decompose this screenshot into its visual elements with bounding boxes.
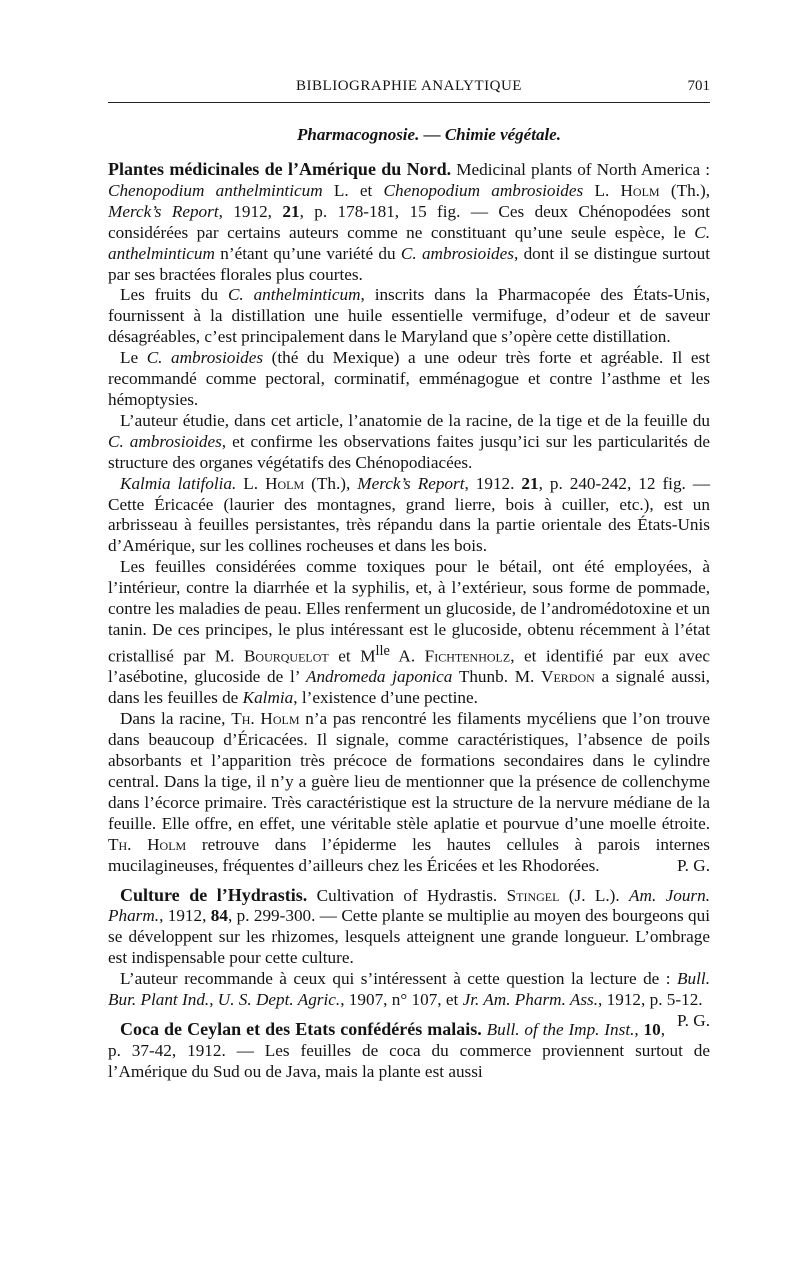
species-name: Chenopodium ambrosioides (383, 180, 584, 200)
text: Le (120, 348, 147, 368)
volume: 21 (282, 201, 300, 221)
species-name: Kalmia latifolia. (120, 473, 237, 493)
entry-title: Culture de l’Hydrastis. (120, 884, 308, 905)
text: , p. 178-181, 15 fig. — Ces deux Chénopodées sont considérées par certains auteurs comme ne constituant qu’une seule espèce, le (108, 201, 711, 242)
text: L’auteur étudie, dans cet article, l’anatomie de la racine, de la tige et de la feuille du (120, 410, 710, 430)
entry-plantes-medicinales (108, 159, 710, 474)
header-title: BIBLIOGRAPHIE ANALYTIQUE (296, 78, 522, 94)
text: , p. 299-300. — Cette plante se multiplie au moyen des bourgeons qui se développent sur les rhizomes, lesquels atteignent une grande longueur. L’ombrage est indispensable pour cette culture. (108, 906, 710, 968)
species-name: C. ambrosioides (146, 348, 264, 368)
species-name: Andromeda japonica (305, 667, 453, 687)
text: L. et (322, 180, 384, 200)
text: (Th.), (659, 180, 710, 200)
text: , 1912, p. 5-12. (598, 990, 703, 1010)
person-name: Verdon (541, 667, 595, 687)
author-name: Stingel (506, 885, 560, 905)
entry-paragraph (108, 411, 710, 474)
text: , p. 37-42, 1912. — Les feuilles de coca du commerce proviennent surtout de l’Amérique du Sud ou de Java, mais la plante est aussi (108, 1019, 710, 1081)
species-name: Kalmia (242, 688, 294, 708)
journal-name: Merck’s Report (108, 201, 219, 221)
volume: 84 (210, 906, 228, 926)
entry-coca-ceylan (108, 1019, 710, 1083)
text: , l’existence d’une pectine. (293, 688, 478, 708)
species-name: C. ambrosioides (108, 431, 222, 451)
author-name: Holm (620, 180, 660, 200)
text: , 1912. (464, 473, 522, 493)
journal-name: Bull. Bur. Plant Ind., U. S. Dept. Agric. (108, 969, 710, 1010)
text: , et identifié par eux avec l’asébotine, glucoside de l’ (108, 646, 711, 687)
journal-name: Bull. of the Imp. Inst. (481, 1019, 635, 1039)
text: , (634, 1019, 644, 1039)
section-title: Pharmacognosie. — Chimie végétale. (297, 125, 561, 144)
entry-paragraph (108, 1019, 710, 1083)
text: , 1907, n° 107, et (340, 990, 463, 1010)
journal-name: Am. Journ. Pharm. (108, 885, 711, 926)
text: Medicinal plants of North America : (451, 160, 710, 179)
entry-paragraph (108, 709, 710, 876)
text: , p. 240-242, 12 fig. — Cette Éricacée (laurier des montagnes, grand lierre, bois à cuiller, etc.), est un arbrisseau à feuilles persistantes, très répandu dans la partie orientale des États-Unis d’Amérique, sur les collines rocheuses et dans les bois. (108, 473, 711, 556)
text: a signalé aussi, dans les feuilles de (108, 667, 710, 708)
text: (J. L.). (559, 885, 630, 905)
species-name: Chenopodium anthelminticum (108, 180, 323, 200)
entry-paragraph (108, 348, 710, 411)
text: A. (389, 646, 425, 666)
text: L’auteur recommande à ceux qui s’intéressent à cette question la lecture de : (120, 969, 678, 989)
person-name: Bourquelot (243, 646, 329, 666)
person-name: Fichtenholz (424, 646, 511, 666)
text: , et confirme les observations faites jusqu’ici sur les particularités de structure des organes végétatifs des Chénopodiacées. (108, 431, 710, 472)
text: , inscrits dans la Pharmacopée des États-Unis, fournissent à la distillation une huile essentielle vermifuge, d’odeur et de saveur désagréables, c’est principalement dans le Maryland que s’opère cette distillation. (108, 285, 710, 347)
text: retrouve dans l’épiderme les hautes cellules à parois internes mucilagineuses, fréquentes d’ailleurs chez les Éricées et les Rhodorées. (108, 834, 710, 875)
entry-title: Coca de Ceylan et des Etats confédérés malais. (120, 1018, 482, 1039)
running-header (108, 72, 710, 103)
text: L. (583, 180, 621, 200)
text: n’étant qu’une variété du (214, 243, 401, 263)
author-name: Holm (265, 473, 305, 493)
signature: P. G. (677, 1010, 710, 1030)
journal-name: Merck’s Report (357, 473, 465, 493)
text: , 1912, (218, 201, 283, 221)
species-name: C. ambrosioides (400, 243, 514, 263)
page (108, 72, 710, 1083)
text: (thé du Mexique) a une odeur très forte et agréable. Il est recommandé comme pectoral, corminatif, emménagogue et contre l’asthme et les hémoptysies. (108, 348, 710, 409)
text: Thunb. M. (452, 667, 542, 687)
species-name: C. anthelminticum (108, 222, 710, 263)
person-name: Th. Holm (231, 709, 300, 729)
entry-paragraph (108, 557, 710, 709)
text: , 1912, (159, 906, 211, 926)
entry-paragraph (108, 885, 710, 970)
volume: 21 (521, 473, 539, 493)
text: (Th.), (304, 473, 358, 493)
journal-name: Jr. Am. Pharm. Ass. (462, 990, 599, 1010)
signature: P. G. (677, 855, 710, 875)
text: Les fruits du (120, 285, 228, 305)
text: L. (236, 473, 266, 493)
entry-paragraph (108, 159, 710, 285)
species-name: C. anthelminticum (227, 285, 361, 305)
person-name: Th. Holm (108, 834, 187, 854)
entry-title: Plantes médicinales de l’Amérique du Nord. (108, 159, 452, 179)
text: Les feuilles considérées comme toxiques pour le bétail, ont été employées, à l’intérieur, contre la diarrhée et la syphilis, et, à l’extérieur, sous forme de pommade, contre les maladies de peau. Elles renferment un glucoside, de l’andromédotoxine et un tanin. De ces principes, le plus intéressant est le glucoside, obtenu récemment à l’état cristallisé par M. (108, 557, 710, 666)
text: , dont il se distingue surtout par ses bractées florales plus courtes. (108, 243, 710, 284)
text: Cultivation of Hydrastis. (307, 885, 507, 905)
text: n’a pas rencontré les filaments mycéliens que l’on trouve dans beaucoup d’Éricacées. Il signale, comme caractéristiques, l’absence de poils absorbants et l’apparition très précoce de formations secondaires dans le cylindre central. Dans la tige, il n’y a guère lieu de mentionner que la présence de collenchyme dans l’écorce primaire. Très caractéristique est la structure de la nervure médiane de la feuille. Elle offre, en effet, une véritable stèle aplatie et pourvue d’une moelle étroite. (108, 709, 710, 833)
entry-kalmia-latifolia (108, 474, 710, 877)
entry-paragraph (108, 474, 710, 558)
volume: 10 (643, 1019, 661, 1039)
page-number: 701 (687, 78, 710, 94)
text: Dans la racine, (120, 709, 232, 729)
entry-paragraph (108, 285, 710, 348)
text: et M (328, 646, 376, 666)
superscript: lle (375, 642, 390, 659)
